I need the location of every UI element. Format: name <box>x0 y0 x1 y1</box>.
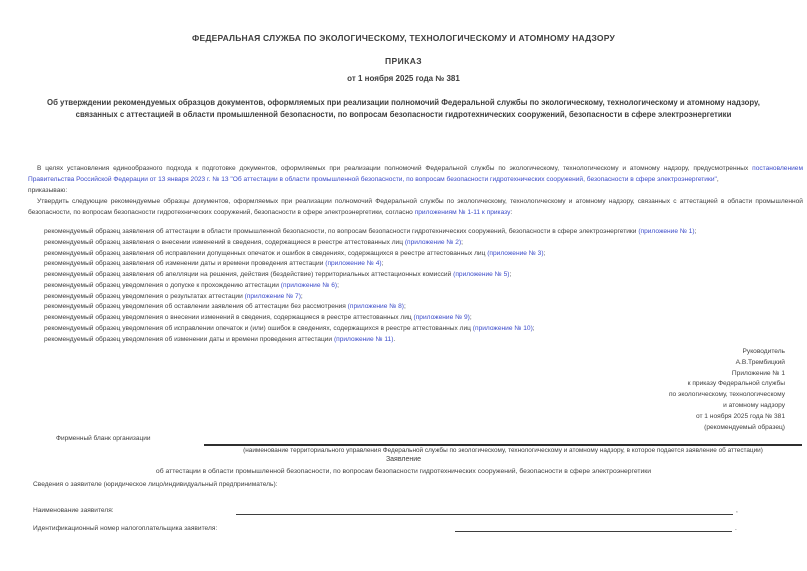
appendix-link[interactable]: (приложение № 11) <box>333 335 394 343</box>
signature-line: А.В.Трембицкий <box>735 358 785 366</box>
appendix-link[interactable]: (приложение № 5) <box>453 271 510 278</box>
doc-title: Об утверждении рекомендуемых образцов документов, оформляемых при реализации полномочий Федеральной службы по экологическому, технологическому и атомному надзору, связанных с аттестацией в области промышленной безопасности, по вопросам безопасности гидротехнических сооружений, безопасности в сфере электроэнергетики <box>47 98 760 119</box>
agency-heading: ФЕДЕРАЛЬНАЯ СЛУЖБА ПО ЭКОЛОГИЧЕСКОМУ, ТЕХНОЛОГИЧЕСКОМУ И АТОМНОМУ НАДЗОРУ <box>192 33 615 43</box>
order-item-text: рекомендуемый образец уведомления об изменении даты и времени проведения аттестации <box>44 335 334 343</box>
signature-line: Руководитель <box>742 348 785 355</box>
order-item-tail: ; <box>509 271 512 278</box>
appendix-link[interactable]: (приложение № 1) <box>638 228 695 235</box>
order-item-tail: ; <box>403 303 406 311</box>
order-item-tail: ; <box>300 292 303 300</box>
order-items-list <box>44 227 804 345</box>
purpose-text: В целях установления единообразного подхода к подготовке документов, оформляемых при реализации полномочий Федеральной службы по экологическому, технологическому и атомному надзору, предусмотренных <box>37 165 753 172</box>
appendix-link[interactable]: (приложение № 3) <box>487 249 544 257</box>
order-item-tail: ; <box>469 314 472 321</box>
order-item-tail: ; <box>381 260 384 268</box>
applicant-name-tail: , <box>736 507 738 514</box>
appendix-header-line: (рекомендуемый образец) <box>704 423 785 431</box>
order-item-text: рекомендуемый образец уведомления об оставлении заявления об аттестации без рассмотрения <box>44 303 348 311</box>
order-item <box>44 313 804 324</box>
appendix-link[interactable]: (приложение № 4) <box>325 260 382 268</box>
appendix-link[interactable]: (приложение № 9) <box>413 314 470 321</box>
appendix-link[interactable]: (приложение № 8) <box>347 303 404 311</box>
doc-date-heading: от 1 ноября 2025 года № 381 <box>347 74 460 83</box>
order-item-text: рекомендуемый образец заявления об апелляции на решения, действия (бездействие) территориальных аттестационных комиссий <box>44 271 454 278</box>
order-item-text: рекомендуемый образец заявления об аттестации в области промышленной безопасности, по вопросам безопасности гидротехнических сооружений, безопасности в сфере электроэнергетики <box>44 228 639 235</box>
appendix-header-line: и атомному надзору <box>723 401 785 409</box>
statement-subject: об аттестации в области промышленной безопасности, по вопросам безопасности гидротехнических сооружений, безопасности в сфере электроэнергетики <box>155 468 652 475</box>
order-item-tail: ; <box>461 238 463 246</box>
decree-link[interactable]: постановлением Правительства Российской Федерации от 13 января 2023 г. № 13 "Об аттестации в области промышленной безопасности, по вопросам безопасности гидротехнических сооружений, безопасности в сфере электроэнергетики" <box>28 165 803 183</box>
inn-fill-line <box>455 522 732 532</box>
order-item-tail: ; <box>532 324 535 332</box>
order-item <box>44 270 804 281</box>
order-item <box>44 238 804 249</box>
inn-label: Идентификационный номер налогоплательщика заявителя: <box>33 525 218 532</box>
inn-tail: . <box>735 525 737 532</box>
preamble <box>28 164 803 219</box>
statement-title: Заявление <box>385 456 422 463</box>
appendices-link[interactable]: приложениям № 1-11 к приказу <box>414 208 511 216</box>
applicant-section-label: Сведения о заявителе (юридическое лицо/индивидуальный предприниматель): <box>33 481 278 488</box>
order-item <box>44 324 804 335</box>
order-item <box>44 281 804 292</box>
appendix-link[interactable]: (приложение № 2) <box>404 238 462 246</box>
order-item-text: рекомендуемый образец заявления о внесении изменений в сведения, содержащиеся в реестре аттестованных лиц <box>44 238 405 246</box>
order-item-text: рекомендуемый образец заявления об исправлении допущенных опечаток и ошибок в сведениях, содержащихся в реестре аттестованных лиц <box>44 249 488 257</box>
order-item-tail: ; <box>337 281 339 289</box>
order-item <box>44 259 804 270</box>
order-item <box>44 302 804 313</box>
doc-type-heading: ПРИКАЗ <box>385 56 422 66</box>
approve-tail: : <box>510 208 513 216</box>
applicant-name-fill-line <box>236 505 733 515</box>
applicant-name-label: Наименование заявителя: <box>33 507 114 514</box>
authority-fill-line <box>204 434 802 446</box>
order-item-tail: ; <box>694 228 697 235</box>
order-item-text: рекомендуемый образец уведомления о результатах аттестации <box>44 292 245 300</box>
appendix-header-line: к приказу Федеральной службы <box>687 380 785 388</box>
order-item <box>44 249 804 260</box>
order-item-tail: . <box>393 335 396 343</box>
order-item <box>44 335 804 346</box>
appendix-link[interactable]: (приложение № 10) <box>472 324 533 332</box>
appendix-link[interactable]: (приложение № 7) <box>244 292 301 300</box>
signature-and-appendix-block <box>669 347 785 433</box>
approve-paragraph <box>28 197 803 219</box>
order-word: приказываю: <box>28 186 68 194</box>
order-item-text: рекомендуемый образец уведомления об исправлении опечаток и (или) ошибок в сведениях, содержащихся в реестре аттестованных лиц <box>44 324 473 332</box>
purpose-paragraph <box>28 164 803 186</box>
purpose-tail: , <box>716 175 719 183</box>
order-item-tail: ; <box>543 249 546 257</box>
order-item-text: рекомендуемый образец заявления об изменении даты и времени проведения аттестации <box>44 260 326 268</box>
order-item-text: рекомендуемый образец уведомления о допуске к прохождению аттестации <box>44 281 281 289</box>
appendix-link[interactable]: (приложение № 6) <box>280 281 338 289</box>
order-item <box>44 227 804 238</box>
approve-text: Утвердить следующие рекомендуемые образцы документов, оформляемых при реализации полномочий Федеральной службы по экологическому, технологическому и атомному надзору, связанных с аттестацией в области промышленной безопасности, по вопросам безопасности гидротехнических сооружений, безопасности в сфере электроэнергетики, согласно <box>28 197 803 216</box>
appendix-header-line: Приложение № 1 <box>731 369 785 377</box>
authority-caption: (наименование территориального управления Федеральной службы по экологическому, технологическому и атомному надзору, в которое подается заявление об аттестации) <box>243 447 763 454</box>
authority-field <box>204 434 802 455</box>
letterhead-label: Фирменный бланк организации <box>56 435 151 442</box>
order-item <box>44 292 804 303</box>
order-item-text: рекомендуемый образец уведомления о внесении изменений в сведения, содержащиеся в реестре аттестованных лиц <box>44 314 414 321</box>
appendix-header-line: от 1 ноября 2025 года № 381 <box>695 412 785 420</box>
appendix-header-line: по экологическому, технологическому <box>668 391 785 399</box>
